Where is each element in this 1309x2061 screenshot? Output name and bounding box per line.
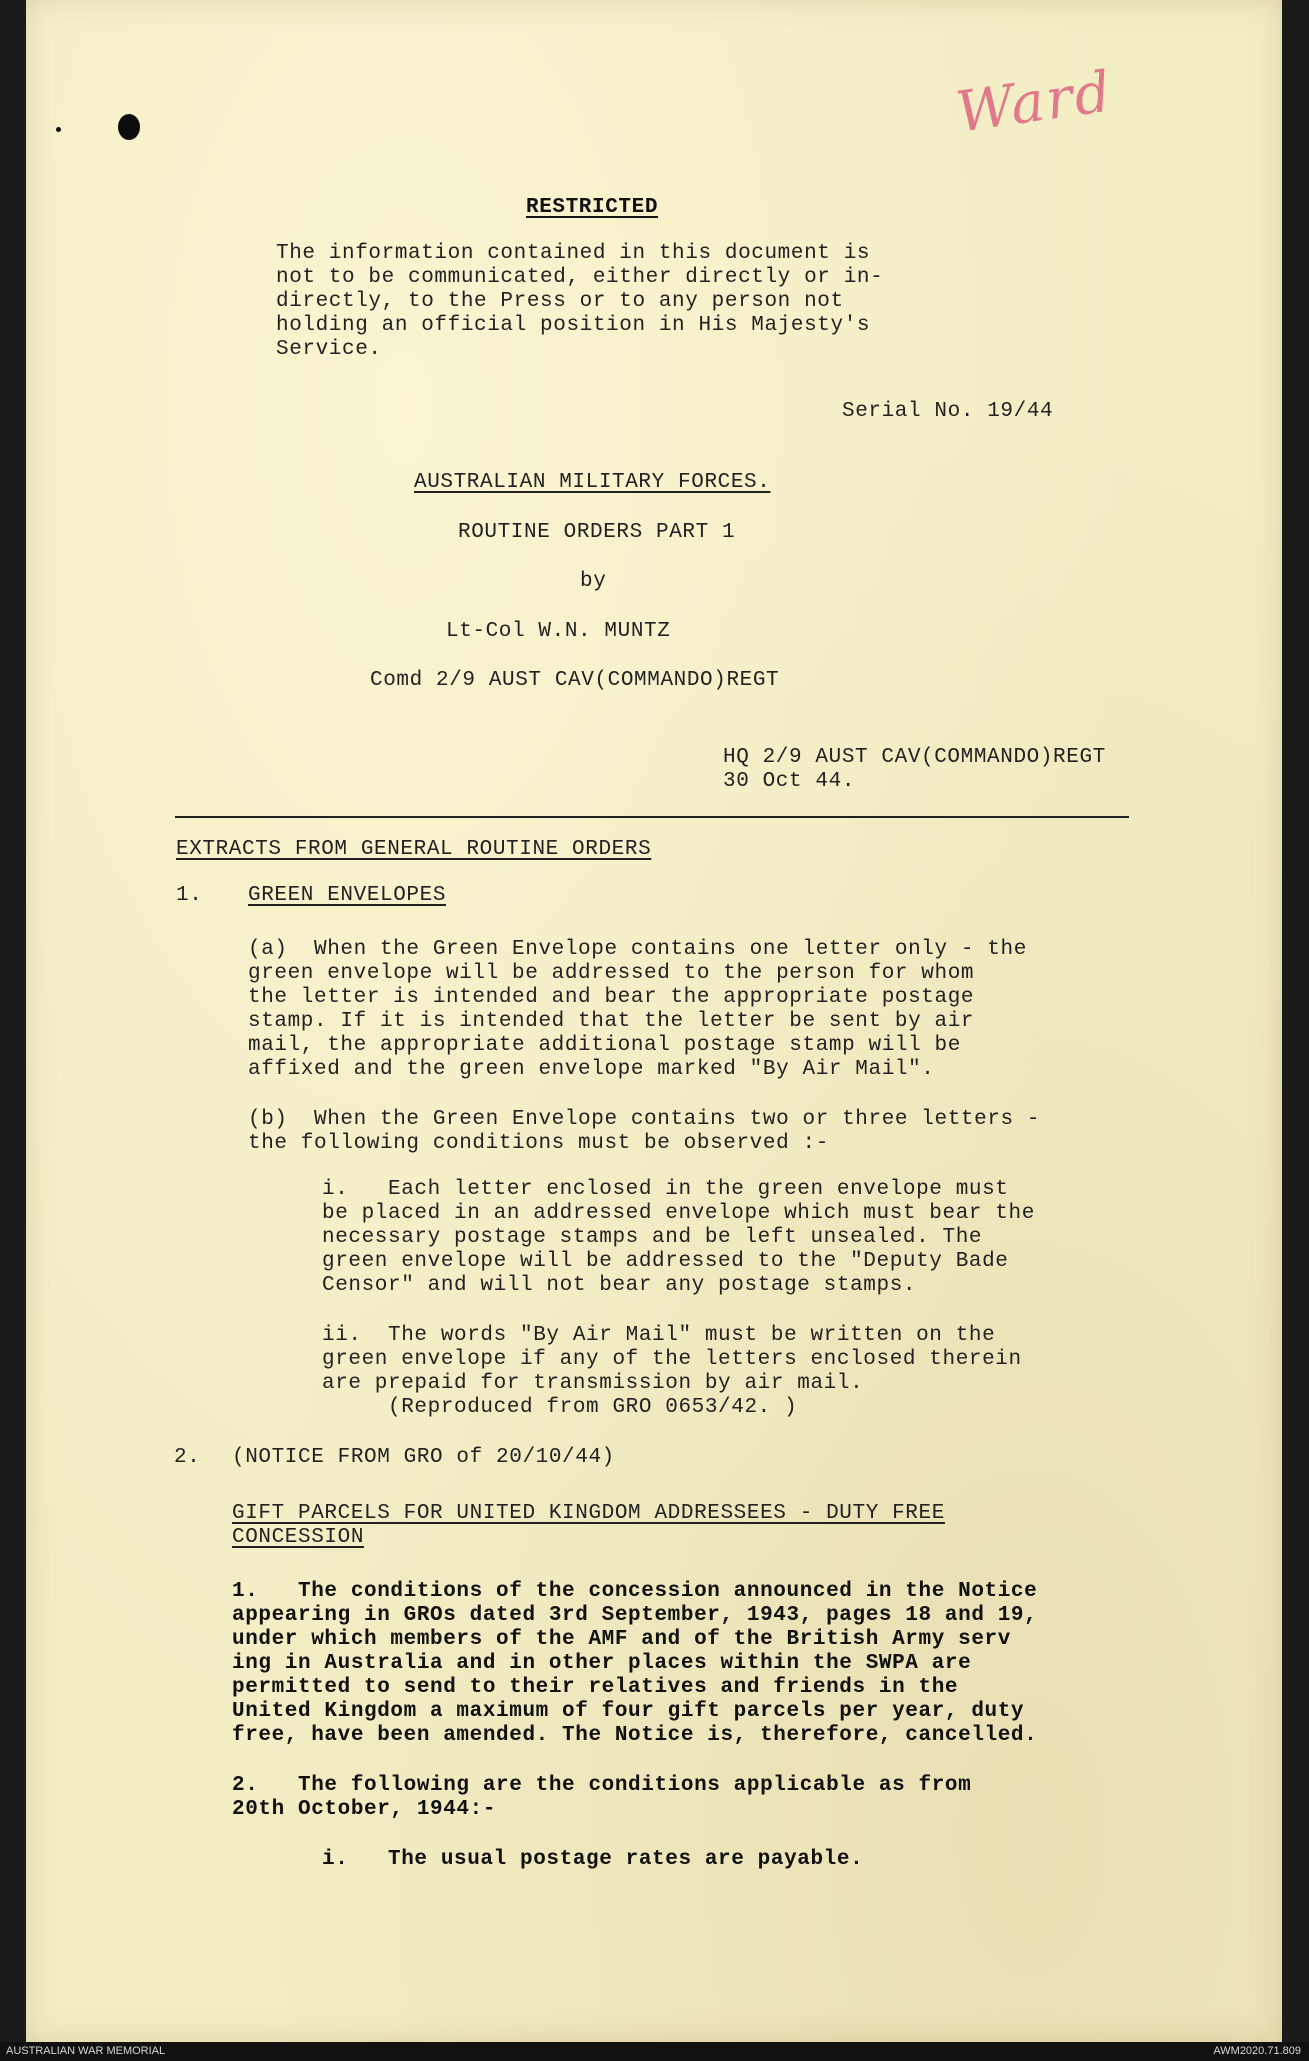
paragraph-line: mail, the appropriate additional postage stamp will be: [248, 1034, 961, 1057]
punch-hole: [118, 114, 140, 140]
paragraph-line: permitted to send to their relatives and friends in the: [232, 1676, 959, 1699]
paragraph-line: stamp. If it is intended that the letter be sent by air: [248, 1010, 975, 1033]
command-line: Comd 2/9 AUST CAV(COMMANDO)REGT: [370, 669, 780, 692]
paragraph-line: the following conditions must be observed :-: [248, 1132, 829, 1155]
restriction-notice-line: Service.: [276, 338, 382, 361]
item-title: GIFT PARCELS FOR UNITED KINGDOM ADDRESSEES - DUTY FREE: [232, 1502, 945, 1525]
restriction-notice-line: The information contained in this document is: [276, 242, 871, 265]
hq-unit: HQ 2/9 AUST CAV(COMMANDO)REGT: [723, 746, 1106, 769]
punch-hole-small: [56, 127, 61, 132]
paragraph-line: ing in Australia and in other places within the SWPA are: [232, 1652, 972, 1675]
classification-label: RESTRICTED: [526, 196, 659, 219]
paragraph-line: 20th October, 1944:-: [232, 1798, 497, 1821]
archive-footer: [0, 2042, 1309, 2061]
paragraph-line: i. Each letter enclosed in the green envelope must: [322, 1178, 1009, 1201]
paragraph-line: appearing in GROs dated 3rd September, 1943, pages 18 and 19,: [232, 1604, 1038, 1627]
footer-accession-number: AWM2020.71.809: [1213, 2045, 1301, 2057]
restriction-notice-line: not to be communicated, either directly or in-: [276, 266, 884, 289]
serial-number: Serial No. 19/44: [842, 400, 1054, 423]
paragraph-line: under which members of the AMF and of the British Army serv: [232, 1628, 1011, 1651]
forces-heading: AUSTRALIAN MILITARY FORCES.: [414, 471, 771, 494]
paragraph-line: are prepaid for transmission by air mail.: [322, 1372, 864, 1395]
paragraph-line: be placed in an addressed envelope which must bear the: [322, 1202, 1035, 1225]
paragraph-line: ii. The words "By Air Mail" must be written on the: [322, 1324, 996, 1347]
paragraph-line: free, have been amended. The Notice is, therefore, cancelled.: [232, 1724, 1038, 1747]
paragraph-line: 1. The conditions of the concession announced in the Notice: [232, 1580, 1038, 1603]
restriction-notice-line: directly, to the Press or to any person not: [276, 290, 844, 313]
paragraph-line: affixed and the green envelope marked "By Air Mail".: [248, 1058, 935, 1081]
item-title: CONCESSION: [232, 1526, 365, 1549]
footer-institution: AUSTRALIAN WAR MEMORIAL: [6, 2045, 166, 2057]
reproduction-note: (Reproduced from GRO 0653/42. ): [322, 1396, 798, 1419]
document-page: [26, 0, 1282, 2042]
paragraph-line: 2. The following are the conditions applicable as from: [232, 1774, 972, 1797]
paragraph-line: green envelope will be addressed to the "Deputy Bade: [322, 1250, 1009, 1273]
item-number: 1.: [176, 884, 203, 907]
paragraph-line: green envelope if any of the letters enclosed therein: [322, 1348, 1022, 1371]
paragraph-line: (b) When the Green Envelope contains two or three letters -: [248, 1108, 1041, 1131]
by-line: by: [580, 570, 607, 593]
orders-heading: ROUTINE ORDERS PART 1: [458, 521, 736, 544]
paragraph-line: Censor" and will not bear any postage stamps.: [322, 1274, 917, 1297]
handwritten-annotation: Ward: [952, 59, 1117, 146]
restriction-notice-line: holding an official position in His Majesty's: [276, 314, 871, 337]
divider-rule: [175, 816, 1129, 818]
paragraph-line: United Kingdom a maximum of four gift parcels per year, duty: [232, 1700, 1025, 1723]
paragraph-line: green envelope will be addressed to the person for whom: [248, 962, 975, 985]
officer-name: Lt-Col W.N. MUNTZ: [446, 620, 671, 643]
item-title: GREEN ENVELOPES: [248, 884, 447, 907]
paragraph-line: necessary postage stamps and be left unsealed. The: [322, 1226, 983, 1249]
hq-date: 30 Oct 44.: [723, 770, 856, 793]
item-number: 2.: [174, 1446, 201, 1469]
extracts-title: EXTRACTS FROM GENERAL ROUTINE ORDERS: [176, 838, 652, 861]
paragraph-line: the letter is intended and bear the appropriate postage: [248, 986, 975, 1009]
paragraph-line: (a) When the Green Envelope contains one letter only - the: [248, 938, 1027, 961]
notice-reference: (NOTICE FROM GRO of 20/10/44): [232, 1446, 615, 1469]
paragraph-line: i. The usual postage rates are payable.: [322, 1848, 864, 1871]
